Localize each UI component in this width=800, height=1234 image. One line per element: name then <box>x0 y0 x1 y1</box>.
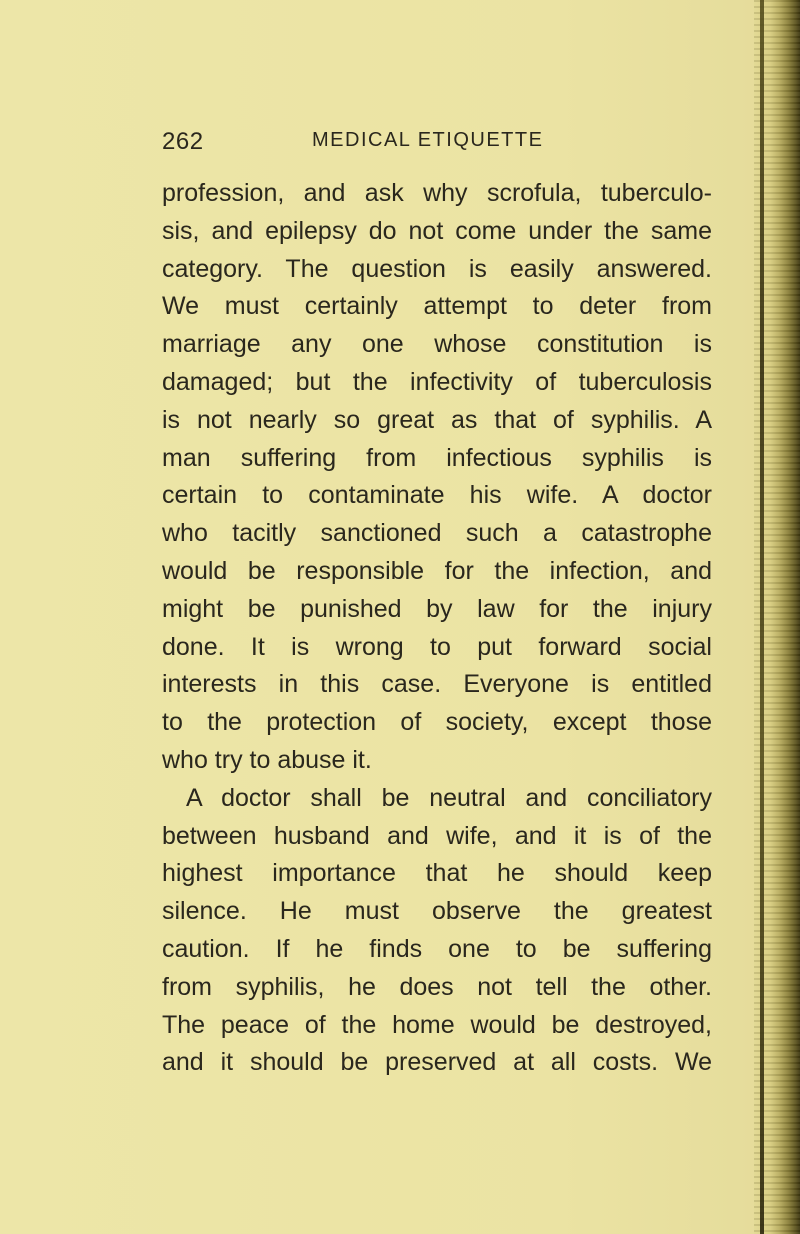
text-line: interests in this case. Everyone is entitled <box>162 670 712 699</box>
text-line: to the protection of society, except those <box>162 708 712 737</box>
text-line: profession, and ask why scrofula, tuberculo- <box>162 179 712 207</box>
text-line: from syphilis, he does not tell the other. <box>162 972 712 1001</box>
text-line: who try to abuse it. <box>162 745 372 774</box>
text-line: sis, and epilepsy do not come under the same <box>162 216 712 245</box>
page-number: 262 <box>162 128 204 155</box>
text-line: man suffering from infectious syphilis is <box>162 443 712 472</box>
book-spine-edge <box>760 0 764 1234</box>
text-line: damaged; but the infectivity of tuberculosis <box>162 367 712 396</box>
text-line: who tacitly sanctioned such a catastrophe <box>162 519 712 548</box>
text-line: The peace of the home would be destroyed, <box>162 1010 712 1039</box>
text-line: A doctor shall be neutral and conciliatory <box>186 783 712 812</box>
text-line: is not nearly so great as that of syphilis. A <box>162 405 712 434</box>
text-line: We must certainly attempt to deter from <box>162 292 712 321</box>
text-line: marriage any one whose constitution is <box>162 330 712 359</box>
body-text <box>162 175 712 1082</box>
running-title: MEDICAL ETIQUETTE <box>312 129 544 151</box>
page-header <box>162 128 562 164</box>
text-line: certain to contaminate his wife. A doctor <box>162 481 712 510</box>
text-line: category. The question is easily answered. <box>162 254 712 283</box>
text-line: might be punished by law for the injury <box>162 594 712 623</box>
text-line: and it should be preserved at all costs. We <box>162 1048 712 1077</box>
text-line: between husband and wife, and it is of the <box>162 821 712 850</box>
text-line: highest importance that he should keep <box>162 859 712 888</box>
text-line: caution. If he finds one to be suffering <box>162 934 712 963</box>
text-line: silence. He must observe the greatest <box>162 897 712 926</box>
text-line: done. It is wrong to put forward social <box>162 632 712 661</box>
text-line: would be responsible for the infection, and <box>162 556 712 585</box>
